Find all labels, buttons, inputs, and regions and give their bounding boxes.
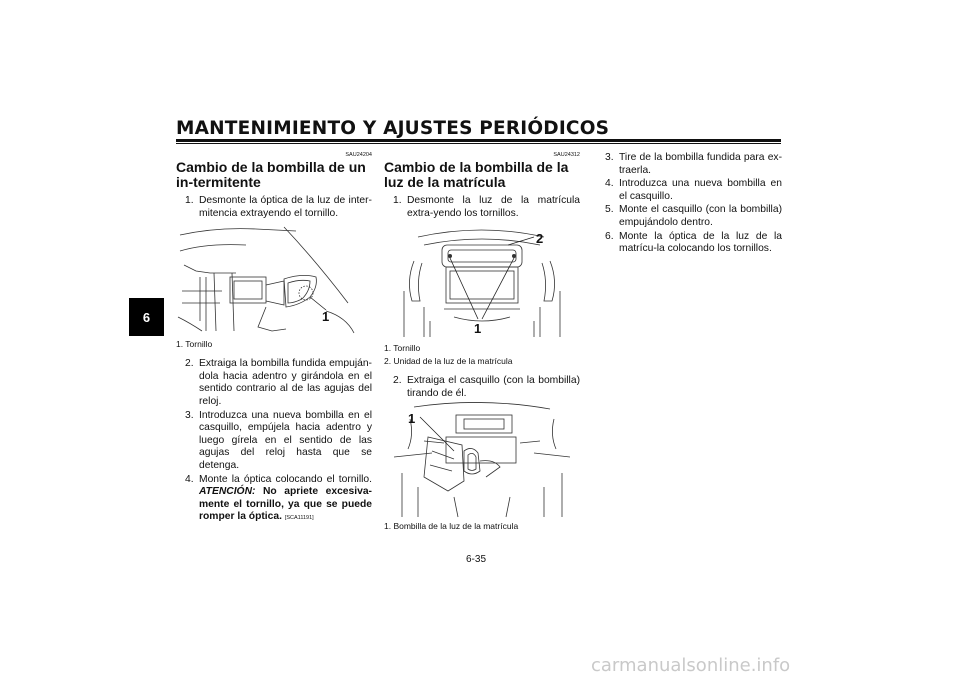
watermark: carmanualsonline.info — [591, 655, 791, 676]
step-item: 4. Introduzca una nueva bombilla en el casquillo. — [605, 178, 782, 202]
page-number: 6-35 — [466, 554, 487, 565]
step-item: 2. Extraiga el casquillo (con la bombilla) tirando de él. — [393, 375, 580, 399]
warning-code: [SCA11191] — [284, 515, 314, 522]
figure-callout: 1 — [474, 321, 482, 337]
column-1 — [176, 152, 372, 526]
turn-signal-figure — [176, 221, 372, 337]
warning-label: ATENCIÓN: — [199, 486, 256, 498]
figure-caption: 1. Tornillo — [176, 339, 213, 350]
step-item: 6. Monte la óptica de la luz de la matrícu-la colocando los tornillos. — [605, 230, 782, 255]
section-code: SAU24312 — [553, 152, 580, 158]
figure-caption: 1. Tornillo — [384, 343, 421, 354]
section-title: Cambio de la bombilla de la luz de la matrícula — [384, 159, 569, 190]
figure-callout: 2 — [536, 231, 544, 247]
header-rule — [176, 139, 781, 142]
step-item: 5. Monte el casquillo (con la bombilla) empujándolo dentro. — [605, 204, 782, 228]
step-item: 3. Introduzca una nueva bombilla en el casquillo, empújela hacia adentro y luego gírela en el sentido de las agujas del reloj hasta que se detenga. — [185, 409, 372, 471]
figure-caption: 2. Unidad de la luz de la matrícula — [384, 356, 513, 367]
page-title: MANTENIMIENTO Y AJUSTES PERIÓDICOS — [176, 118, 610, 139]
step-item: 1. Desmonte la luz de la matrícula extra-yendo los tornillos. — [393, 195, 580, 219]
step-item: 1. Desmonte la óptica de la luz de inter-mitencia extrayendo el tornillo. — [185, 195, 372, 219]
warning-text: No apriete excesiva-mente el tornillo, ya que se puede romper la óptica. — [199, 486, 372, 523]
figure-callout: 1 — [408, 411, 416, 427]
section-code: SAU24204 — [345, 152, 372, 158]
chapter-tab: 6 — [129, 298, 164, 336]
step-item: 2. Extraiga la bombilla fundida empuján-dola hacia adentro y girándola en el sentido contrario al de las agujas del reloj. — [185, 358, 372, 407]
column-2 — [384, 152, 580, 532]
step-item: 3. Tire de la bombilla fundida para ex-traerla. — [605, 152, 782, 176]
figure-caption: 1. Bombilla de la luz de la matrícula — [384, 521, 519, 532]
column-3 — [596, 152, 782, 257]
bulb-socket-figure — [384, 401, 580, 519]
step-item: 4. Monte la óptica colocando el tornillo. ATENCIÓN: No apriete excesiva-mente el tornillo, ya que se puede romper la óptica. [SCA11191] — [185, 473, 372, 523]
header-rule-thin — [176, 143, 781, 144]
section-title: Cambio de la bombilla de un in-termitente — [176, 159, 366, 190]
figure-callout: 1 — [322, 309, 330, 325]
license-plate-light-figure — [384, 221, 580, 341]
